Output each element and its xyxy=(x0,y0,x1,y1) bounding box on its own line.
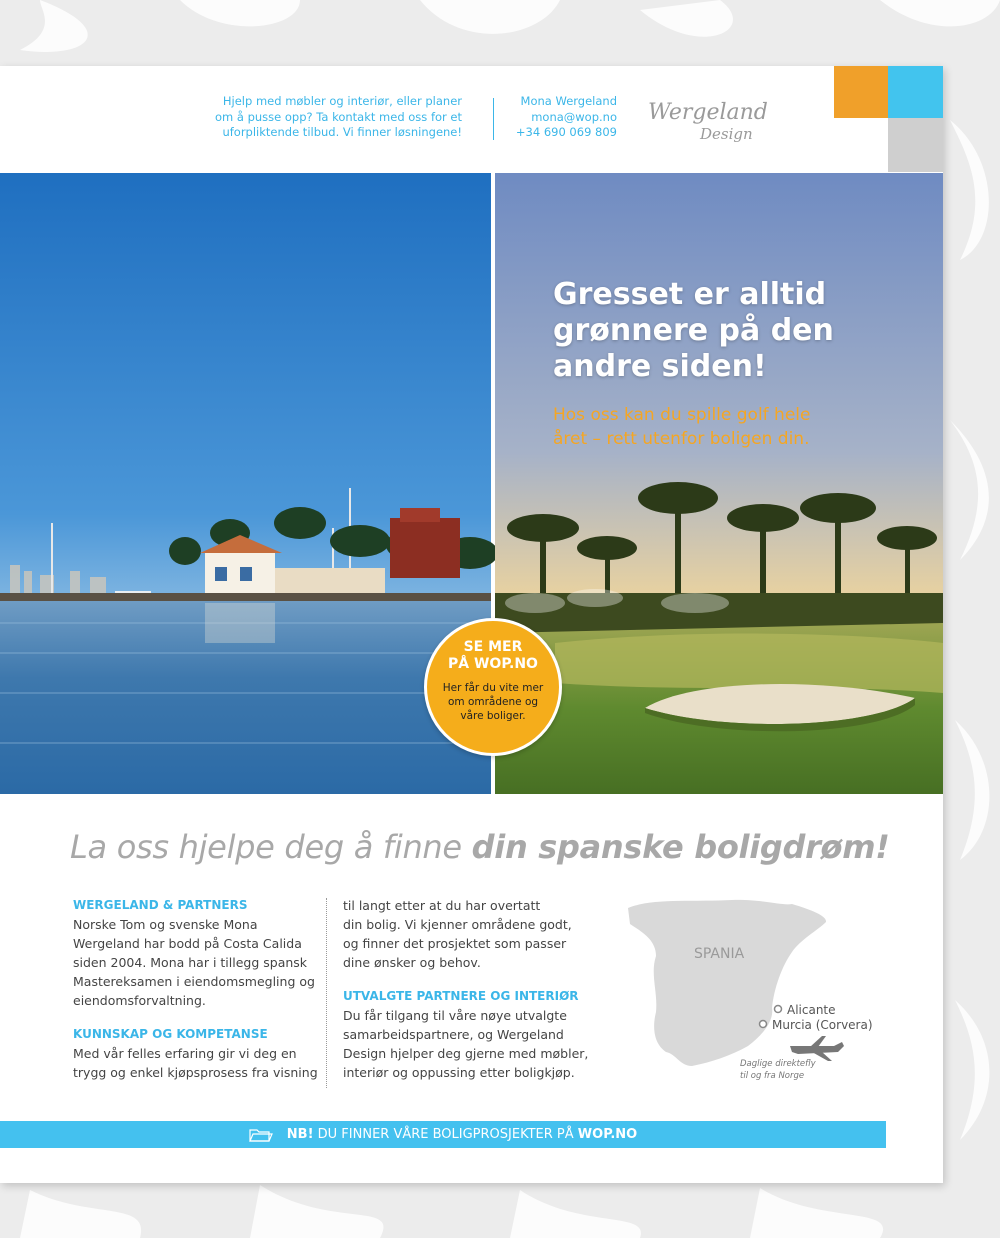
tagline-bold: din spanske boligdrøm! xyxy=(471,828,890,866)
body-line: samarbeidspartnere, og Wergeland xyxy=(343,1027,564,1042)
footer-site-link[interactable]: WOP.NO xyxy=(577,1127,638,1142)
header-divider xyxy=(493,98,494,140)
body-line: trygg og enkel kjøpsprosess fra visning xyxy=(73,1065,318,1080)
body-line: interiør og oppussing etter boligkjøp. xyxy=(343,1065,575,1080)
badge-text-line: om områdene og xyxy=(447,696,539,708)
section-body-partners xyxy=(73,915,313,1010)
spain-shape xyxy=(628,900,826,1066)
footer-bar[interactable] xyxy=(0,1121,886,1148)
badge-title xyxy=(427,639,559,673)
text-column-1 xyxy=(73,896,318,1097)
section-title-knowledge: KUNNSKAP OG KOMPETANSE xyxy=(73,1027,268,1041)
body-line: Med vår felles erfaring gir vi deg en xyxy=(73,1046,297,1061)
column-divider xyxy=(326,898,327,1088)
body-line: Norske Tom og svenske Mona xyxy=(73,917,258,932)
hero-subhead xyxy=(553,403,933,451)
body-line: siden 2004. Mona har i tillegg spansk xyxy=(73,955,308,970)
section-body-knowledge xyxy=(73,1044,318,1082)
intro-line: Hjelp med møbler og interiør, eller planer xyxy=(222,94,462,108)
spain-map xyxy=(622,896,873,1096)
contact-name: Mona Wergeland xyxy=(520,94,617,108)
contact-email[interactable]: mona@wop.no xyxy=(531,109,617,124)
badge-title-line: SE MER xyxy=(463,639,523,655)
body-line: dine ønsker og behov. xyxy=(343,955,481,970)
see-more-badge[interactable] xyxy=(424,618,562,756)
headline-line: Gresset er alltid xyxy=(553,277,827,312)
badge-title-line: PÅ WOP.NO xyxy=(448,656,538,672)
section-body-selected-partners xyxy=(343,1006,593,1082)
golf-photo xyxy=(495,173,943,794)
header-intro xyxy=(200,94,462,141)
body-line: Du får tilgang til våre nøye utvalgte xyxy=(343,1008,567,1023)
logo-line2: Design xyxy=(700,125,753,143)
body-line: og finner det prosjektet som passer xyxy=(343,936,567,951)
contact-phone[interactable]: +34 690 069 809 xyxy=(515,125,617,139)
country-label: SPANIA xyxy=(694,946,745,962)
city-alicante: Alicante xyxy=(787,1003,836,1017)
body-line: din bolig. Vi kjenner områdene godt, xyxy=(343,917,572,932)
intro-line: om å pusse opp? Ta kontakt med oss for et xyxy=(214,109,462,124)
murcia-marker xyxy=(760,1021,767,1028)
text-column-2 xyxy=(343,896,593,1097)
wergeland-design-logo xyxy=(640,93,770,153)
section-body-knowledge-cont xyxy=(343,896,593,972)
intro-line: uforpliktende tilbud. Vi finner løsningene! xyxy=(222,125,462,139)
body-line: Mastereksamen i eiendomsmegling og xyxy=(73,974,315,989)
section-title-partners: WERGELAND & PARTNERS xyxy=(73,898,248,912)
alicante-marker xyxy=(775,1006,782,1013)
headline-line: andre siden! xyxy=(553,349,767,384)
body-line: til langt etter at du har overtatt xyxy=(343,898,541,913)
ad-page xyxy=(0,66,943,1183)
flight-note-line2: til og fra Norge xyxy=(740,1071,805,1081)
body-line: Wergeland har bodd på Costa Calida xyxy=(73,936,302,951)
badge-text-line: Her får du vite mer xyxy=(442,682,544,694)
tagline-light: La oss hjelpe deg å finne xyxy=(70,828,472,866)
hero-headline xyxy=(553,277,923,385)
flight-note-line1: Daglige direktefly xyxy=(740,1059,816,1069)
logo-line1: Wergeland xyxy=(648,100,768,125)
body-line: eiendomsforvaltning. xyxy=(73,993,206,1008)
contact-block xyxy=(500,94,617,141)
badge-text-line: våre boliger. xyxy=(460,710,526,722)
footer-nb: NB! xyxy=(286,1127,314,1142)
badge-text xyxy=(427,681,559,723)
footer-text: DU FINNER VÅRE BOLIGPROSJEKTER PÅ xyxy=(313,1127,578,1142)
section-title-selected-partners: UTVALGTE PARTNERE OG INTERIØR xyxy=(343,989,579,1003)
body-line: Design hjelper deg gjerne med møbler, xyxy=(343,1046,589,1061)
subhead-line: året – rett utenfor boligen din. xyxy=(553,429,810,449)
grey-square xyxy=(888,118,943,172)
airplane-icon xyxy=(790,1036,844,1061)
coast-photo xyxy=(0,173,491,794)
headline-line: grønnere på den xyxy=(553,313,834,348)
subhead-line: Hos oss kan du spille golf hele xyxy=(553,405,811,425)
city-murcia: Murcia (Corvera) xyxy=(772,1018,873,1032)
tagline xyxy=(70,828,910,866)
folder-icon xyxy=(249,1128,273,1142)
orange-square xyxy=(834,66,888,118)
blue-square xyxy=(888,66,943,118)
